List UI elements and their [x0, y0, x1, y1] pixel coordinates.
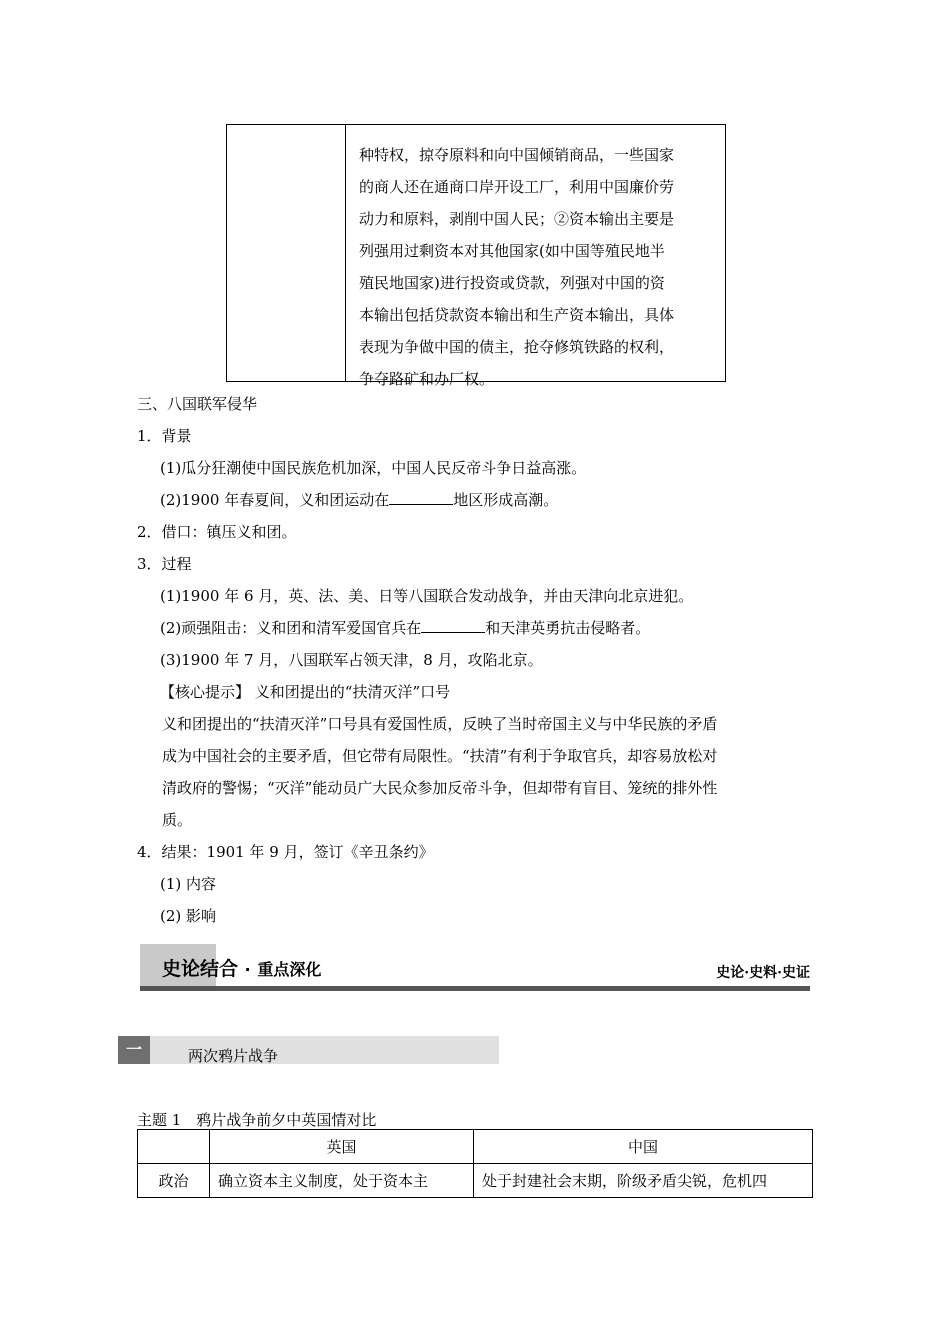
- banner-dot: ·: [244, 960, 251, 979]
- process-title: 3．过程: [137, 555, 192, 573]
- process-item-3: (3)1900 年 7 月，八国联军占领天津，8 月，攻陷北京。: [160, 651, 543, 669]
- core-hint-line: 义和团提出的“扶清灭洋”口号具有爱国性质，反映了当时帝国主义与中华民族的矛盾: [162, 715, 718, 733]
- table-divider: [345, 125, 346, 381]
- banner-title-main: 史论结合: [162, 958, 239, 980]
- table-line: 表现为争做中国的债主，抢夺修筑铁路的权利，: [359, 338, 675, 356]
- table-line: 争夺路矿和办厂权。: [359, 370, 495, 388]
- banner-right-label: 史论·史料·史证: [716, 965, 810, 981]
- banner-subtitle: 重点深化: [257, 960, 322, 979]
- fill-text: (2)1900 年春夏间，义和团运动在: [160, 491, 390, 509]
- background-item-1: (1)瓜分狂潮使中国民族危机加深，中国人民反帝斗争日益高涨。: [160, 459, 587, 477]
- process-item-1: (1)1900 年 6 月，英、法、美、日等八国联合发动战争，并由天津向北京进犯。: [160, 587, 694, 605]
- background-item-2: [160, 490, 558, 510]
- continued-table: [226, 124, 726, 388]
- core-hint-line: 清政府的警惕；“灭洋”能动员广大民众参加反帝斗争，但却带有盲目、笼统的排外性: [162, 779, 718, 797]
- topic-title: 两次鸦片战争: [188, 1047, 279, 1065]
- banner-bar: [140, 986, 810, 991]
- core-hint-title: 义和团提出的“扶清灭洋”口号: [254, 683, 451, 701]
- fill-text: 和天津英勇抗击侵略者。: [485, 619, 651, 637]
- table-cell: 处于封建社会末期，阶级矛盾尖锐，危机四: [474, 1164, 813, 1198]
- table-line: 列强用过剩资本对其他国家(如中国等殖民地半: [359, 242, 665, 260]
- banner-title: [162, 956, 321, 983]
- table-line: 种特权，掠夺原料和向中国倾销商品，一些国家: [359, 146, 675, 164]
- core-hint-label: 【核心提示】: [160, 683, 251, 701]
- fill-blank[interactable]: [421, 618, 485, 633]
- header-cell: [138, 1130, 210, 1164]
- result-subitem-impact: (2) 影响: [160, 907, 217, 925]
- section-heading: 三、八国联军侵华: [137, 395, 258, 413]
- fill-text: 地区形成高潮。: [453, 491, 559, 509]
- topic-number: 一: [118, 1036, 150, 1064]
- table-cell: 确立资本主义制度，处于资本主: [210, 1164, 474, 1198]
- core-hint-heading: [160, 682, 450, 702]
- table-line: 本输出包括贷款资本输出和生产资本输出，具体: [359, 306, 675, 324]
- background-title: 1．背景: [137, 427, 192, 445]
- table-row: [138, 1164, 813, 1198]
- core-hint-line: 质。: [162, 811, 193, 829]
- fill-blank[interactable]: [389, 490, 453, 505]
- table-line: 动力和原料，剥削中国人民；②资本输出主要是: [359, 210, 675, 228]
- process-item-2: [160, 618, 650, 638]
- comparison-table: [137, 1129, 813, 1198]
- theme-label: 主题 1 鸦片战争前夕中英国情对比: [137, 1111, 377, 1129]
- core-hint-line: 成为中国社会的主要矛盾，但它带有局限性。“扶清”有利于争取官兵，却容易放松对: [162, 747, 718, 765]
- header-cell: 中国: [474, 1130, 813, 1164]
- row-label-cell: 政治: [138, 1164, 210, 1198]
- table-line: 殖民地国家)进行投资或贷款，列强对中国的资: [359, 274, 665, 292]
- table-header-row: [138, 1130, 813, 1164]
- result-item: 4．结果：1901 年 9 月，签订《辛丑条约》: [137, 843, 434, 861]
- table-line: 的商人还在通商口岸开设工厂，利用中国廉价劳: [359, 178, 675, 196]
- pretext-item: 2．借口：镇压义和团。: [137, 523, 297, 541]
- table-right-cell: [359, 139, 715, 395]
- header-cell: 英国: [210, 1130, 474, 1164]
- topic-heading: [118, 1036, 499, 1064]
- fill-text: (2)顽强阻击：义和团和清军爱国官兵在: [160, 619, 422, 637]
- section-banner: [140, 944, 810, 992]
- result-subitem-content: (1) 内容: [160, 875, 217, 893]
